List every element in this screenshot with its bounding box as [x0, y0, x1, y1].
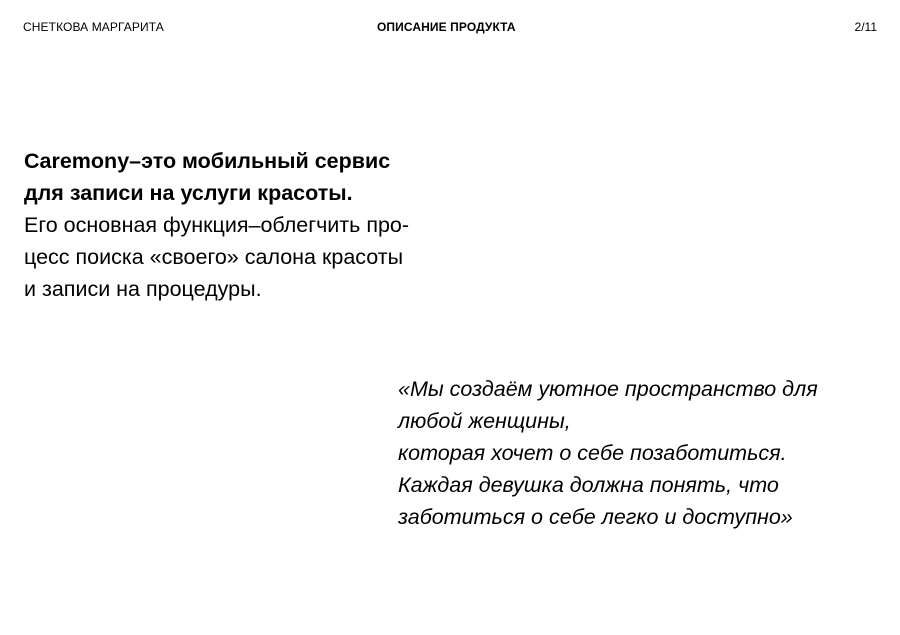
quote-line-1: «Мы создаём уютное пространство для [398, 377, 818, 401]
author-name: СНЕТКОВА МАРГАРИТА [23, 20, 164, 34]
product-intro [24, 145, 544, 305]
intro-line-2: для записи на услуги красоты. [24, 181, 353, 205]
intro-line-1: Caremony–это мобильный сервис [24, 149, 391, 173]
quote-line-3: которая хочет о себе позаботиться. [398, 441, 787, 465]
quote-line-5: заботиться о себе легко и доступно» [398, 505, 793, 529]
quote-line-4: Каждая девушка должна понять, что [398, 473, 779, 497]
intro-line-5: и записи на процедуры. [24, 277, 262, 301]
intro-line-4: цесс поиска «своего» салона красоты [24, 245, 404, 269]
page-indicator: 2/11 [854, 20, 877, 34]
intro-line-3: Его основная функция–облегчить про- [24, 213, 410, 237]
quote-line-2: любой женщины, [398, 409, 571, 433]
mission-quote [398, 373, 893, 533]
section-title: ОПИСАНИЕ ПРОДУКТА [377, 20, 516, 34]
